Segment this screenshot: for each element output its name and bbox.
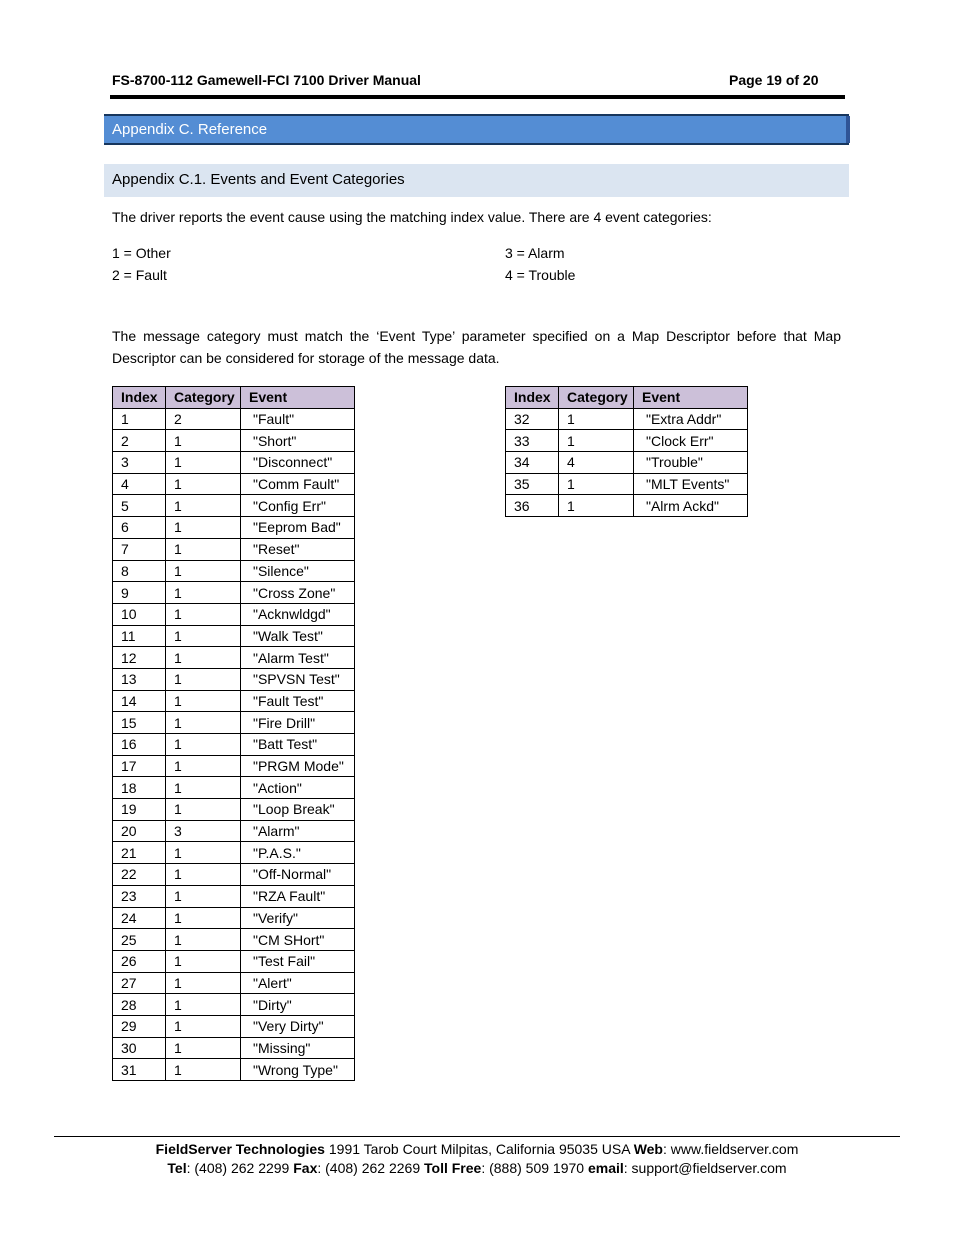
cell-event: "PRGM Mode" xyxy=(241,755,355,777)
cell-index: 7 xyxy=(113,538,166,560)
table-row xyxy=(506,430,748,452)
cell-index: 10 xyxy=(113,603,166,625)
cell-category: 1 xyxy=(166,625,241,647)
table-row xyxy=(113,647,355,669)
cell-index: 22 xyxy=(113,864,166,886)
cell-category: 1 xyxy=(166,1015,241,1037)
cell-event: "Walk Test" xyxy=(241,625,355,647)
cell-event: "Trouble" xyxy=(634,452,748,474)
cell-category: 1 xyxy=(166,929,241,951)
cell-category: 1 xyxy=(166,755,241,777)
cell-index: 3 xyxy=(113,452,166,474)
table-row xyxy=(113,972,355,994)
cell-event: "Config Err" xyxy=(241,495,355,517)
cell-category: 1 xyxy=(166,972,241,994)
table-row xyxy=(113,950,355,972)
column-header-event: Event xyxy=(241,387,355,409)
cell-event: "Alert" xyxy=(241,972,355,994)
page-number: Page 19 of 20 xyxy=(729,72,819,88)
footer-address: 1991 Tarob Court Milpitas, California 95035 USA xyxy=(324,1141,634,1157)
footer-fax-label: Fax xyxy=(293,1160,318,1176)
cell-category: 1 xyxy=(166,777,241,799)
cell-index: 23 xyxy=(113,885,166,907)
cell-event: "Alrm Ackd" xyxy=(634,495,748,517)
cell-event: "Acknwldgd" xyxy=(241,603,355,625)
table-row xyxy=(506,495,748,517)
cell-category: 1 xyxy=(559,473,634,495)
cell-event: "Wrong Type" xyxy=(241,1059,355,1081)
footer-email-label: email xyxy=(587,1160,624,1176)
category-item: 4 = Trouble xyxy=(505,267,576,283)
cell-event: "Short" xyxy=(241,430,355,452)
table-row xyxy=(113,712,355,734)
cell-category: 1 xyxy=(166,647,241,669)
cell-event: "Alarm" xyxy=(241,820,355,842)
table-row xyxy=(506,408,748,430)
cell-event: "Disconnect" xyxy=(241,452,355,474)
intro-paragraph: The driver reports the event cause using the matching index value. There are 4 event categories: xyxy=(112,209,712,225)
table-row xyxy=(113,885,355,907)
category-item: 3 = Alarm xyxy=(505,245,565,261)
table-row xyxy=(113,864,355,886)
document-title: FS-8700-112 Gamewell-FCI 7100 Driver Manual xyxy=(112,72,421,88)
cell-event: "Comm Fault" xyxy=(241,473,355,495)
table-row xyxy=(113,929,355,951)
table-row xyxy=(506,473,748,495)
cell-category: 1 xyxy=(166,538,241,560)
table-row xyxy=(113,907,355,929)
cell-event: "Off-Normal" xyxy=(241,864,355,886)
cell-category: 1 xyxy=(166,1059,241,1081)
cell-event: "Reset" xyxy=(241,538,355,560)
footer-fax-value: : (408) 262 2269 xyxy=(317,1160,424,1176)
table-row xyxy=(113,994,355,1016)
cell-category: 1 xyxy=(166,452,241,474)
table-row xyxy=(113,517,355,539)
table-header-row xyxy=(113,387,355,409)
footer-tollfree-label: Toll Free xyxy=(424,1160,482,1176)
table-row xyxy=(113,777,355,799)
table-row xyxy=(113,452,355,474)
table-row xyxy=(113,799,355,821)
cell-index: 29 xyxy=(113,1015,166,1037)
footer-line-2 xyxy=(0,1160,954,1176)
table-row xyxy=(113,538,355,560)
cell-category: 1 xyxy=(166,885,241,907)
events-table-right xyxy=(505,386,748,517)
footer-web-label: Web xyxy=(633,1141,663,1157)
column-header-category: Category xyxy=(559,387,634,409)
cell-category: 1 xyxy=(166,603,241,625)
table-row xyxy=(113,603,355,625)
footer-company: FieldServer Technologies xyxy=(155,1141,325,1157)
cell-index: 28 xyxy=(113,994,166,1016)
cell-index: 11 xyxy=(113,625,166,647)
cell-category: 4 xyxy=(559,452,634,474)
footer-tel-value: : (408) 262 2299 xyxy=(186,1160,294,1176)
column-header-index: Index xyxy=(506,387,559,409)
cell-category: 1 xyxy=(166,864,241,886)
cell-index: 5 xyxy=(113,495,166,517)
cell-index: 33 xyxy=(506,430,559,452)
cell-event: "Extra Addr" xyxy=(634,408,748,430)
cell-category: 2 xyxy=(166,408,241,430)
cell-index: 16 xyxy=(113,734,166,756)
cell-category: 1 xyxy=(166,994,241,1016)
cell-index: 15 xyxy=(113,712,166,734)
column-header-category: Category xyxy=(166,387,241,409)
cell-event: "Cross Zone" xyxy=(241,582,355,604)
cell-index: 4 xyxy=(113,473,166,495)
cell-index: 8 xyxy=(113,560,166,582)
table-row xyxy=(113,1015,355,1037)
table-row xyxy=(113,690,355,712)
cell-category: 1 xyxy=(166,517,241,539)
cell-event: "MLT Events" xyxy=(634,473,748,495)
cell-category: 1 xyxy=(166,473,241,495)
table-row xyxy=(113,820,355,842)
cell-index: 36 xyxy=(506,495,559,517)
cell-index: 25 xyxy=(113,929,166,951)
table-row xyxy=(113,625,355,647)
footer-divider xyxy=(54,1136,900,1137)
table-header-row xyxy=(506,387,748,409)
cell-category: 1 xyxy=(166,907,241,929)
cell-index: 17 xyxy=(113,755,166,777)
cell-index: 9 xyxy=(113,582,166,604)
cell-category: 1 xyxy=(166,430,241,452)
cell-event: "CM SHort" xyxy=(241,929,355,951)
category-item: 2 = Fault xyxy=(112,267,167,283)
cell-event: "Batt Test" xyxy=(241,734,355,756)
cell-event: "SPVSN Test" xyxy=(241,668,355,690)
cell-category: 1 xyxy=(166,1037,241,1059)
table-row xyxy=(113,560,355,582)
cell-category: 1 xyxy=(166,734,241,756)
table-row xyxy=(113,734,355,756)
footer-web-link[interactable]: : www.fieldserver.com xyxy=(663,1141,799,1157)
table-row xyxy=(506,452,748,474)
cell-event: "Verify" xyxy=(241,907,355,929)
cell-category: 1 xyxy=(559,430,634,452)
cell-event: "Missing" xyxy=(241,1037,355,1059)
cell-index: 13 xyxy=(113,668,166,690)
appendix-heading: Appendix C. Reference xyxy=(104,114,849,145)
message-category-paragraph: The message category must match the ‘Event Type’ parameter specified on a Map Descriptor before that Map Descriptor can be considered for storage of the message data. xyxy=(112,328,841,366)
table-row xyxy=(113,408,355,430)
cell-index: 34 xyxy=(506,452,559,474)
cell-category: 1 xyxy=(166,560,241,582)
table-row xyxy=(113,1037,355,1059)
cell-index: 24 xyxy=(113,907,166,929)
cell-index: 6 xyxy=(113,517,166,539)
footer-line-1 xyxy=(0,1141,954,1157)
cell-category: 1 xyxy=(166,712,241,734)
table-row xyxy=(113,495,355,517)
footer-tollfree-value: : (888) 509 1970 xyxy=(481,1160,588,1176)
events-table-left xyxy=(112,386,355,1081)
cell-event: "RZA Fault" xyxy=(241,885,355,907)
cell-index: 31 xyxy=(113,1059,166,1081)
cell-index: 27 xyxy=(113,972,166,994)
cell-index: 35 xyxy=(506,473,559,495)
table-row xyxy=(113,842,355,864)
cell-event: "Silence" xyxy=(241,560,355,582)
table-row xyxy=(113,473,355,495)
column-header-index: Index xyxy=(113,387,166,409)
cell-category: 3 xyxy=(166,820,241,842)
cell-category: 1 xyxy=(166,582,241,604)
category-item: 1 = Other xyxy=(112,245,171,261)
cell-category: 1 xyxy=(559,495,634,517)
cell-index: 32 xyxy=(506,408,559,430)
cell-event: "P.A.S." xyxy=(241,842,355,864)
cell-category: 1 xyxy=(166,950,241,972)
section-heading: Appendix C.1. Events and Event Categories xyxy=(104,164,849,197)
cell-event: "Fault Test" xyxy=(241,690,355,712)
cell-event: "Test Fail" xyxy=(241,950,355,972)
cell-index: 20 xyxy=(113,820,166,842)
cell-index: 19 xyxy=(113,799,166,821)
cell-category: 1 xyxy=(166,842,241,864)
cell-event: "Very Dirty" xyxy=(241,1015,355,1037)
cell-index: 30 xyxy=(113,1037,166,1059)
table-row xyxy=(113,1059,355,1081)
cell-event: "Fire Drill" xyxy=(241,712,355,734)
table-row xyxy=(113,582,355,604)
cell-index: 2 xyxy=(113,430,166,452)
cell-index: 21 xyxy=(113,842,166,864)
cell-index: 1 xyxy=(113,408,166,430)
table-row xyxy=(113,430,355,452)
cell-event: "Loop Break" xyxy=(241,799,355,821)
cell-category: 1 xyxy=(559,408,634,430)
column-header-event: Event xyxy=(634,387,748,409)
footer-email-link[interactable]: : support@fieldserver.com xyxy=(623,1160,787,1176)
cell-category: 1 xyxy=(166,690,241,712)
cell-index: 26 xyxy=(113,950,166,972)
cell-event: "Fault" xyxy=(241,408,355,430)
cell-index: 18 xyxy=(113,777,166,799)
cell-index: 14 xyxy=(113,690,166,712)
cell-event: "Eeprom Bad" xyxy=(241,517,355,539)
header-divider xyxy=(110,95,845,99)
cell-event: "Clock Err" xyxy=(634,430,748,452)
table-row xyxy=(113,755,355,777)
footer-tel-label: Tel xyxy=(167,1160,187,1176)
cell-event: "Alarm Test" xyxy=(241,647,355,669)
table-row xyxy=(113,668,355,690)
cell-event: "Action" xyxy=(241,777,355,799)
cell-event: "Dirty" xyxy=(241,994,355,1016)
cell-index: 12 xyxy=(113,647,166,669)
cell-category: 1 xyxy=(166,799,241,821)
cell-category: 1 xyxy=(166,668,241,690)
cell-category: 1 xyxy=(166,495,241,517)
